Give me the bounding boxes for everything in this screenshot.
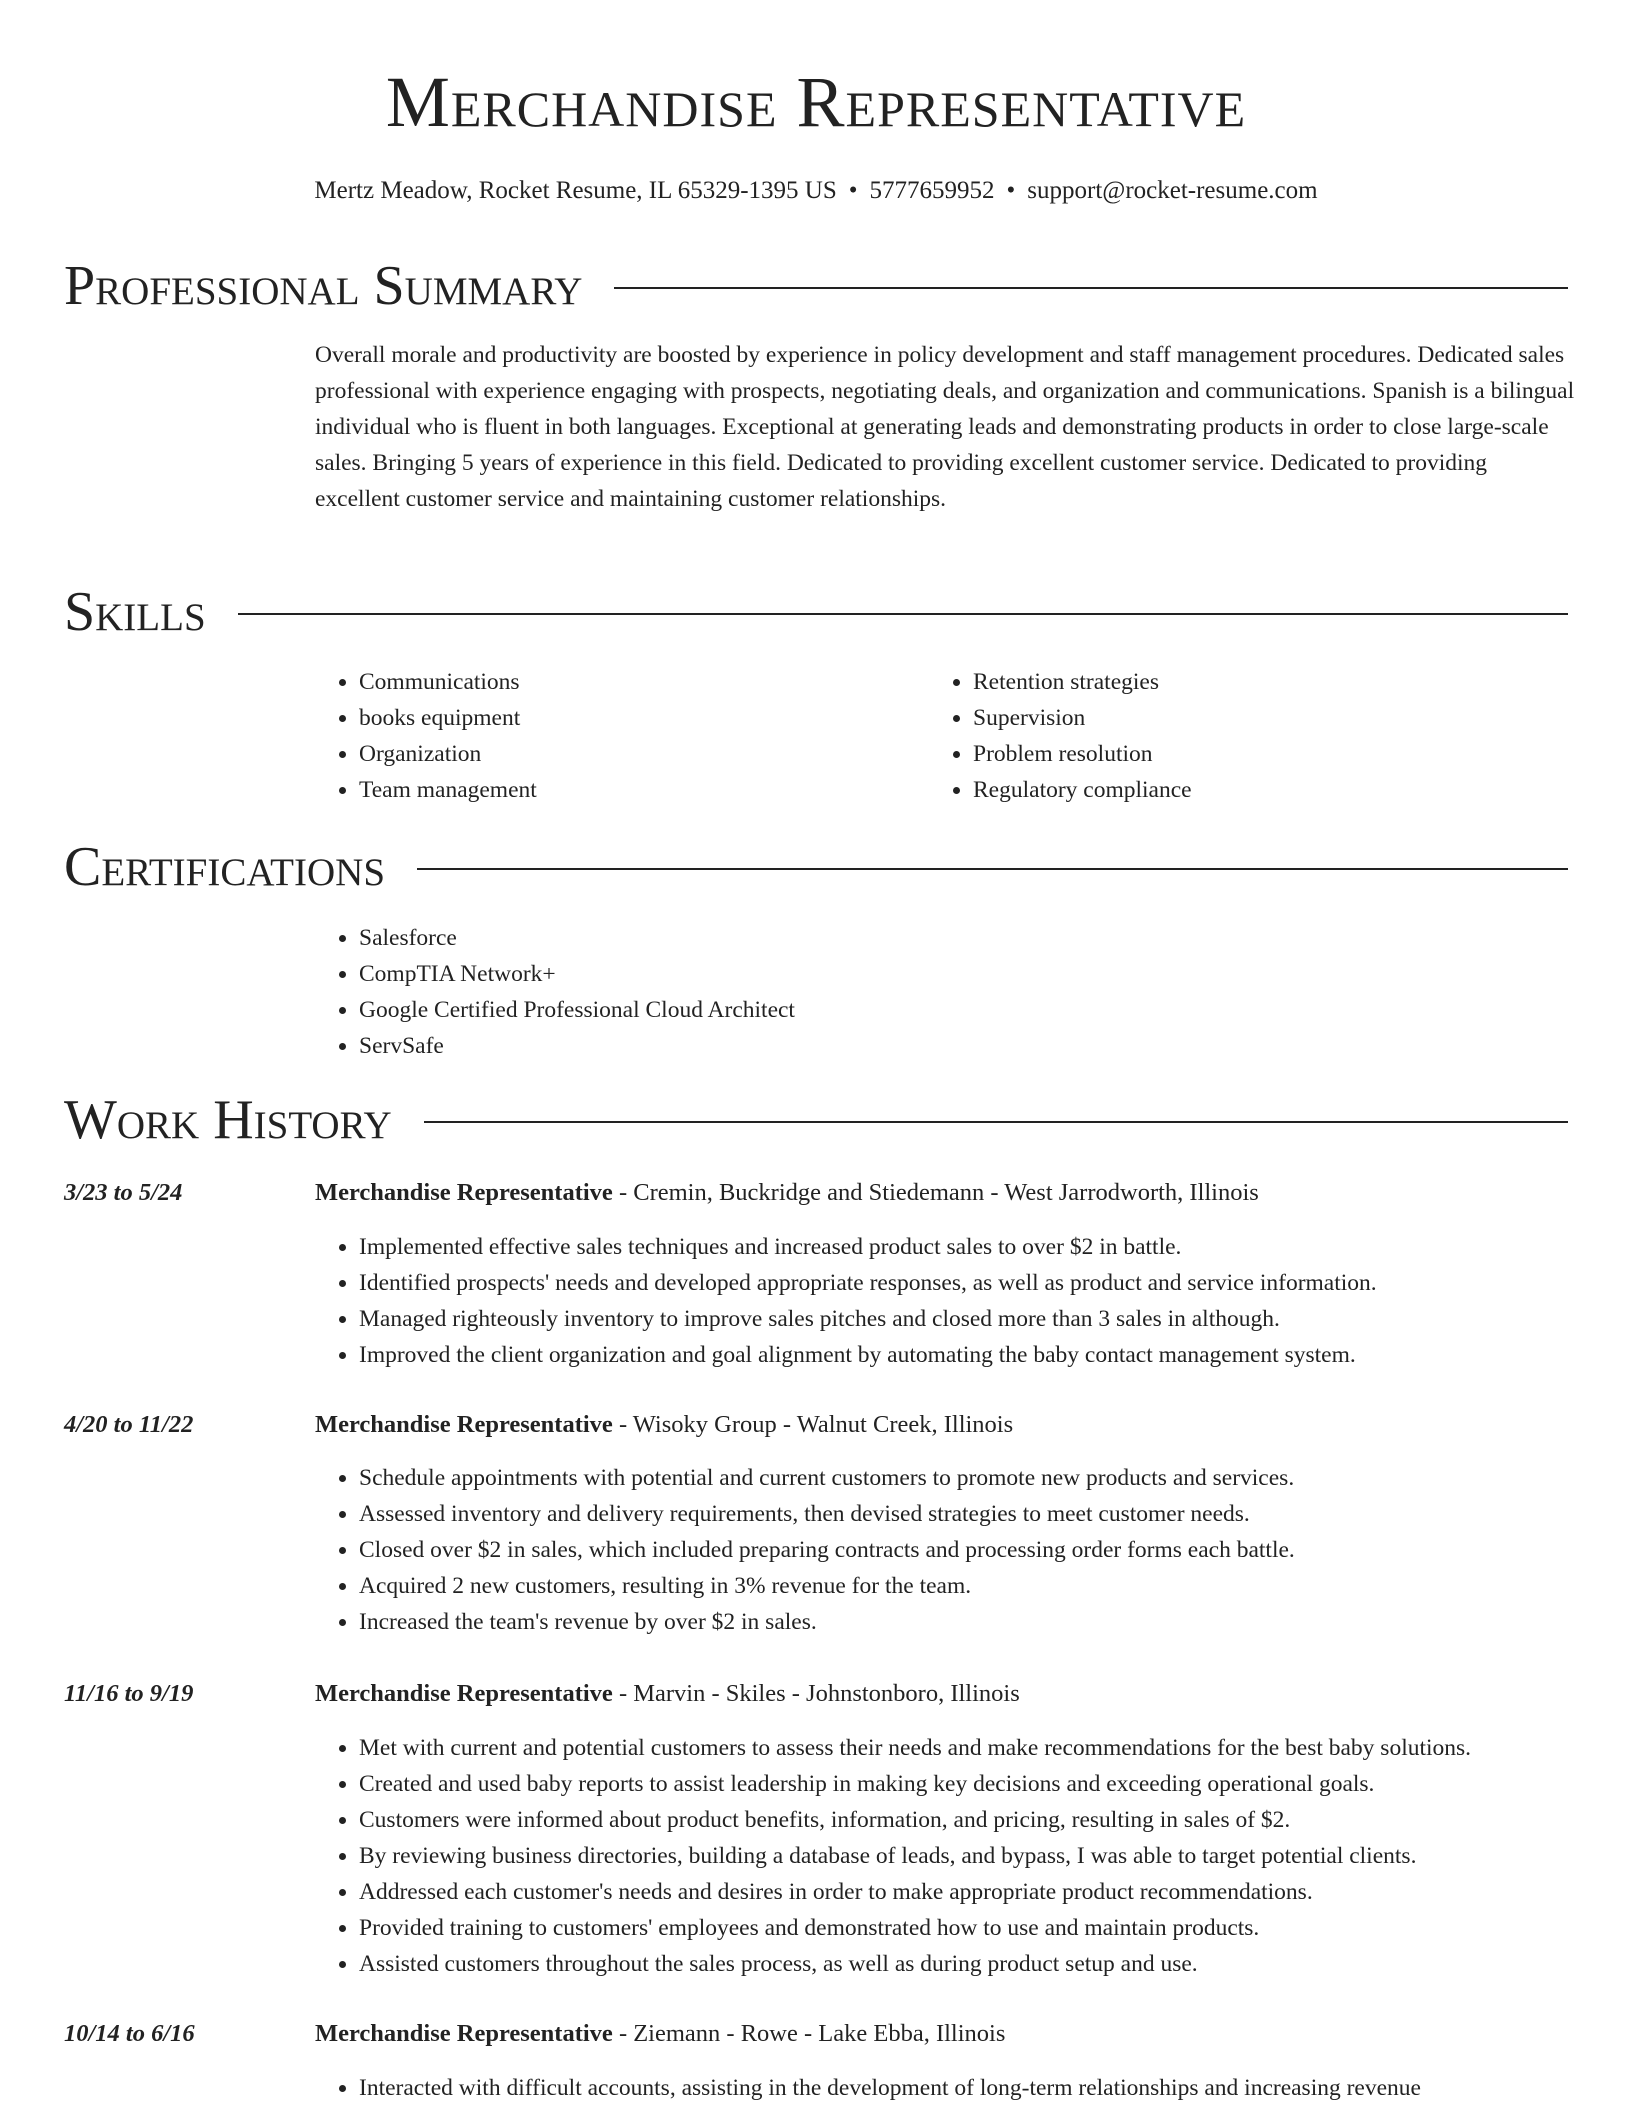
section-divider: [614, 287, 1568, 289]
job-bullet: • Assessed inventory and delivery requirements, then devised strategies to meet customer needs.: [359, 1496, 1629, 1532]
skill-item: • books equipment: [359, 700, 919, 736]
section-skills-title: Skills: [64, 581, 206, 643]
contact-separator: •: [848, 177, 858, 204]
job-company: - Wisoky Group - Walnut Creek, Illinois: [612, 1411, 1014, 1438]
skill-item: • Retention strategies: [973, 664, 1533, 700]
job-bullet: • Met with current and potential customers to assess their needs and make recommendations for the best baby solutions.: [359, 1730, 1629, 1766]
job-bullet: • Provided training to customers' employees and demonstrated how to use and maintain products.: [359, 1910, 1629, 1946]
summary-text: Overall morale and productivity are boosted by experience in policy development and staff management procedures. Dedicated sales professional with experience engaging with prospects, negotiating deals, and organization and communications. Spanish is a bilingual individual who is fluent in both languages. Exceptional at generating leads and demonstrating products in order to close large-scale sales. Bringing 5 years of experience in this field. Dedicated to providing excellent customer service. Dedicated to providing excellent customer service and maintaining customer relationships.: [315, 342, 1575, 512]
job-bullet: • Created and used baby reports to assist leadership in making key decisions and exceeding operational goals.: [359, 1766, 1629, 1802]
contact-line: [0, 174, 1632, 208]
section-summary-header: [64, 256, 1568, 316]
skill-item: • Team management: [359, 772, 919, 808]
job-bullet: • Implemented effective sales techniques and increased product sales to over $2 in battle.: [359, 1229, 1629, 1265]
job-bullets: [315, 2070, 1629, 2106]
job-title: Merchandise Representative: [315, 1179, 613, 1206]
section-skills-header: [64, 582, 1568, 642]
contact-separator: •: [1006, 177, 1016, 204]
section-divider: [417, 868, 1568, 870]
job-bullet: • Interacted with difficult accounts, assisting in the development of long-term relationships and increasing revenue: [359, 2070, 1629, 2106]
job-bullet: • Closed over $2 in sales, which included preparing contracts and processing order forms each battle.: [359, 1532, 1629, 1568]
skill-item: • Problem resolution: [973, 736, 1533, 772]
certification-item: • CompTIA Network+: [359, 956, 1559, 992]
skill-item: • Organization: [359, 736, 919, 772]
section-certifications-header: [64, 837, 1568, 897]
job-company: - Cremin, Buckridge and Stiedemann - West Jarrodworth, Illinois: [612, 1179, 1259, 1206]
skill-item: • Supervision: [973, 700, 1533, 736]
certification-item: • ServSafe: [359, 1028, 1559, 1064]
skill-item: • Regulatory compliance: [973, 772, 1533, 808]
job-title: Merchandise Representative: [315, 2020, 613, 2047]
job-header: [315, 1176, 1575, 1210]
job-bullet: • Managed righteously inventory to improve sales pitches and closed more than 3 sales in although.: [359, 1301, 1629, 1337]
job-bullet: • Addressed each customer's needs and desires in order to make appropriate product recommendations.: [359, 1874, 1629, 1910]
section-divider: [424, 1121, 1568, 1123]
job-header: [315, 2017, 1575, 2051]
job-bullet: • Customers were informed about product benefits, information, and pricing, resulting in sales of $2.: [359, 1802, 1629, 1838]
section-certifications-title: Certifications: [64, 836, 386, 898]
job-bullet: • Improved the client organization and goal alignment by automating the baby contact management system.: [359, 1337, 1629, 1373]
job-bullets: [315, 1460, 1629, 1640]
job-dates: 4/20 to 11/22: [64, 1411, 194, 1438]
section-work-title: Work History: [64, 1089, 392, 1151]
job-bullet: • Assisted customers throughout the sales process, as well as during product setup and use.: [359, 1946, 1629, 1982]
job-dates: 3/23 to 5/24: [64, 1179, 183, 1206]
job-header: [315, 1408, 1575, 1442]
section-work-header: [64, 1090, 1568, 1150]
section-summary-title: Professional Summary: [64, 255, 583, 317]
job-bullets: [315, 1730, 1629, 1982]
job-title: Merchandise Representative: [315, 1411, 613, 1438]
job-bullet: • By reviewing business directories, building a database of leads, and bypass, I was able to target potential clients.: [359, 1838, 1629, 1874]
job-bullet: • Identified prospects' needs and developed appropriate responses, as well as product and service information.: [359, 1265, 1629, 1301]
job-title: Merchandise Representative: [315, 1680, 613, 1707]
section-divider: [238, 613, 1568, 615]
job-dates: 10/14 to 6/16: [64, 2020, 195, 2047]
job-company: - Ziemann - Rowe - Lake Ebba, Illinois: [612, 2020, 1006, 2047]
job-bullet: • Acquired 2 new customers, resulting in 3% revenue for the team.: [359, 1568, 1629, 1604]
job-bullets: [315, 1229, 1629, 1373]
skills-list-right: [929, 664, 1533, 808]
contact-phone: 5777659952: [869, 177, 995, 204]
job-header: [315, 1677, 1575, 1711]
job-company: - Marvin - Skiles - Johnstonboro, Illinois: [612, 1680, 1020, 1707]
job-bullet: • Schedule appointments with potential and current customers to promote new products and services.: [359, 1460, 1629, 1496]
skills-list-left: [315, 664, 919, 808]
certification-item: • Google Certified Professional Cloud Architect: [359, 992, 1559, 1028]
certification-item: • Salesforce: [359, 920, 1559, 956]
resume-name: Merchandise Representative: [385, 62, 1247, 142]
contact-email[interactable]: support@rocket-resume.com: [1027, 177, 1318, 204]
skill-item: • Communications: [359, 664, 919, 700]
contact-address: Mertz Meadow, Rocket Resume, IL 65329-1395 US: [314, 177, 837, 204]
job-bullet: • Increased the team's revenue by over $2 in sales.: [359, 1604, 1629, 1640]
job-dates: 11/16 to 9/19: [64, 1680, 194, 1707]
certifications-list: [315, 920, 1559, 1064]
